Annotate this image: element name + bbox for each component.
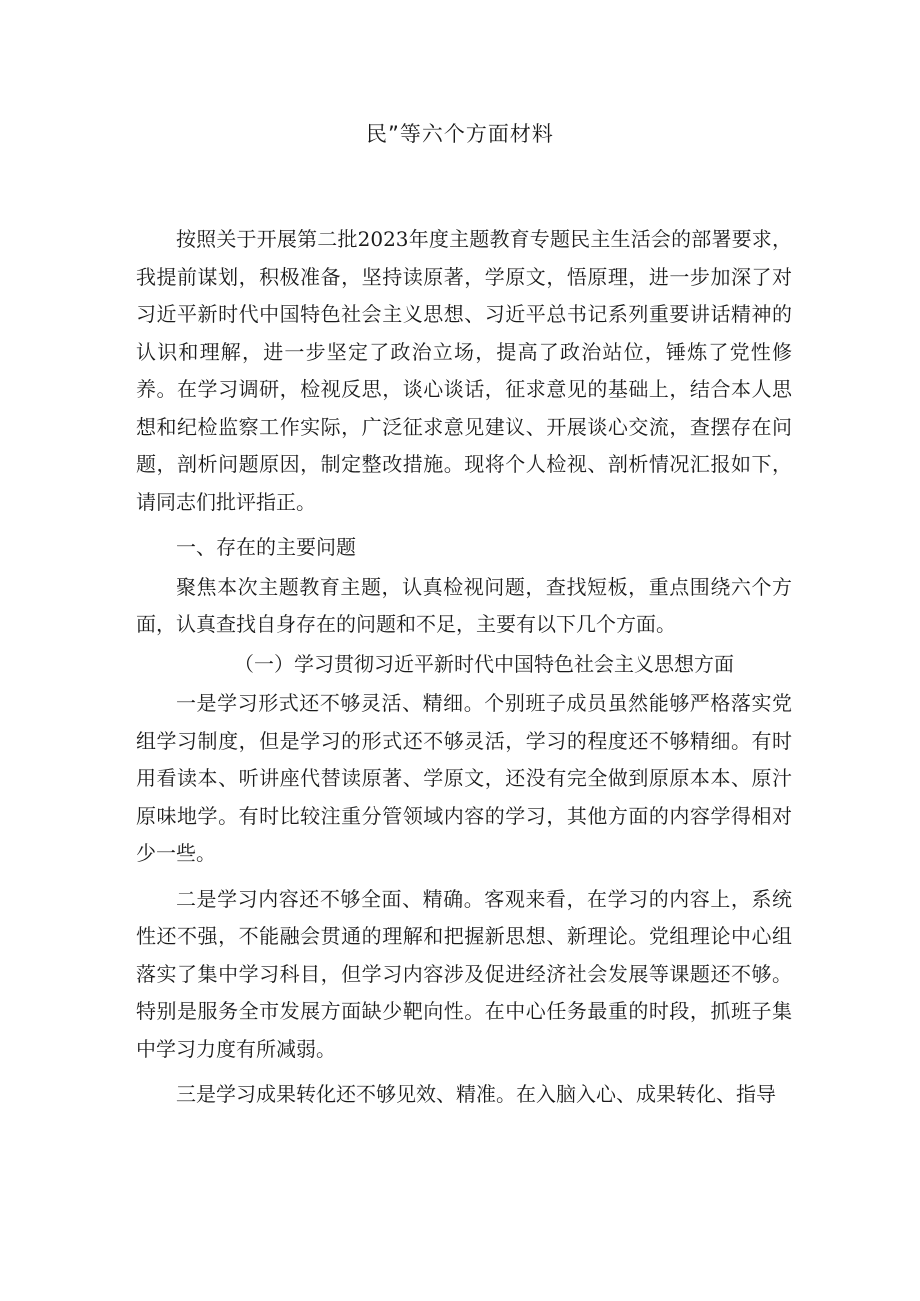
document-body	[136, 221, 792, 1114]
section-intro-paragraph: 聚焦本次主题教育主题，认真检视问题，查找短板，重点围绕六个方面，认真查找自身存在的问题和不足，主要有以下几个方面。	[136, 574, 792, 636]
intro-paragraph: 按照关于开展第二批2023年度主题教育专题民主生活会的部署要求，我提前谋划，积极准备，坚持读原著，学原文，悟原理，进一步加深了对习近平新时代中国特色社会主义思想、习近平总书记系列重要讲话精神的认识和理解，进一步坚定了政治立场，提高了政治站位，锤炼了党性修养。在学习调研，检视反思，谈心谈话，征求意见的基础上，结合本人思想和纪检监察工作实际，广泛征求意见建议、开展谈心交流，查摆存在问题，剖析问题原因，制定整改措施。现将个人检视、剖析情况汇报如下，请同志们批评指正。	[136, 227, 792, 514]
point-two-paragraph: 二是学习内容还不够全面、精确。客观来看，在学习的内容上，系统性还不强，不能融会贯通的理解和把握新思想、新理论。党组理论中心组落实了集中学习科目，但学习内容涉及促进经济社会发展等课题还不够。特别是服务全市发展方面缺少靶向性。在中心任务最重的时段，抓班子集中学习力度有所减弱。	[136, 886, 792, 1061]
point-one-paragraph: 一是学习形式还不够灵活、精细。个别班子成员虽然能够严格落实党组学习制度，但是学习的形式还不够灵活，学习的程度还不够精细。有时用看读本、听讲座代替读原著、学原文，还没有完全做到原原本本、原汁原味地学。有时比较注重分管领域内容的学习，其他方面的内容学得相对少一些。	[136, 691, 792, 865]
document-title: 民”等六个方面材料	[366, 122, 554, 146]
subsection-heading-study: （一）学习贯彻习近平新时代中国特色社会主义思想方面	[234, 651, 734, 676]
point-three-paragraph: 三是学习成果转化还不够见效、精准。在入脑入心、成果转化、指导	[176, 1082, 776, 1106]
section-heading-main-problems: 一、存在的主要问题	[176, 535, 356, 559]
